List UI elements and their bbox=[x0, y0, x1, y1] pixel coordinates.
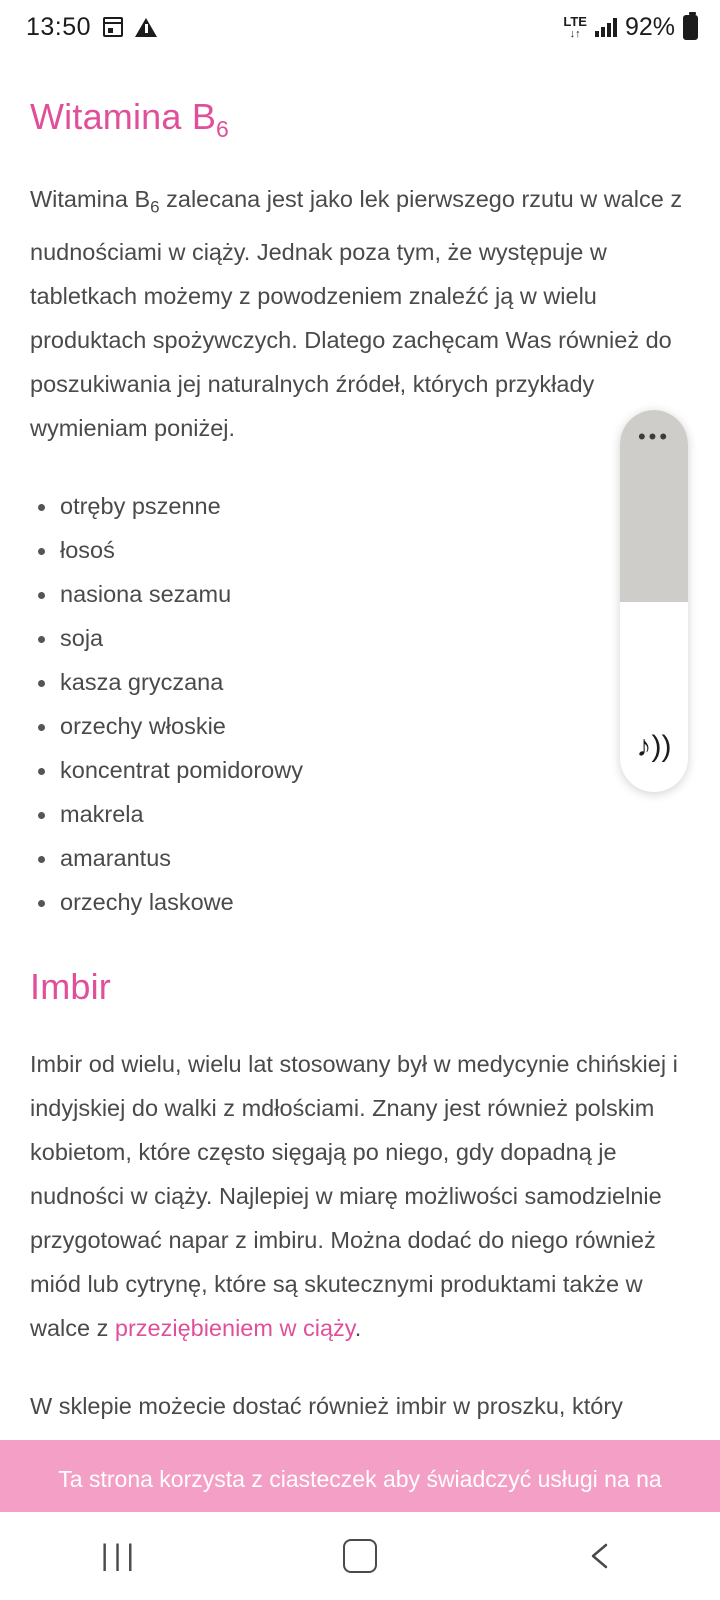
list-item: orzechy laskowe bbox=[30, 880, 690, 924]
section-title-text: Witamina B bbox=[30, 96, 217, 137]
status-bar-right bbox=[563, 13, 698, 42]
paragraph-lead-text: Witamina B bbox=[30, 186, 151, 213]
article-content bbox=[0, 96, 720, 1428]
back-button[interactable] bbox=[540, 1541, 660, 1571]
paragraph-imbir-text: Imbir od wielu, wielu lat stosowany był w medycynie chińskiej i indyjskiej do walki z mdłościami. Znany jest również polskim kobietom, które często sięgają po niego, gdy dopadną je nudności w ciąży. Najlepiej w miarę możliwości samodzielnie przygotować napar z imbiru. Można dodać do niego również miód lub cytrynę, które są skutecznymi produktami także w walce z bbox=[30, 1050, 678, 1341]
android-navigation-bar bbox=[0, 1512, 720, 1600]
link-przeziebienie-w-ciazy[interactable]: przeziębieniem w ciąży bbox=[114, 1314, 355, 1341]
data-arrows-icon: ↓↑ bbox=[569, 27, 581, 40]
list-item: kasza gryczana bbox=[30, 660, 690, 704]
lte-label: LTE bbox=[563, 13, 587, 29]
status-bar bbox=[0, 0, 720, 54]
status-clock: 13:50 bbox=[26, 12, 92, 41]
signal-strength-icon bbox=[595, 17, 617, 37]
home-button[interactable] bbox=[300, 1539, 420, 1573]
paragraph-imbir bbox=[30, 1042, 690, 1350]
paragraph-imbir-tail: . bbox=[354, 1314, 362, 1341]
section-title-subscript: 6 bbox=[216, 116, 230, 143]
network-type-indicator bbox=[563, 15, 587, 40]
back-chevron-icon bbox=[587, 1541, 613, 1571]
cookie-banner-text: Ta strona korzysta z ciasteczek aby świadczyć usługi na na bbox=[58, 1466, 662, 1492]
paragraph-subscript: 6 bbox=[150, 197, 160, 217]
status-bar-left bbox=[26, 13, 157, 42]
food-sources-list bbox=[30, 484, 690, 924]
paragraph-body-text: zalecana jest jako lek pierwszego rzutu w walce z nudnościami w ciąży. Jednak poza tym, że występuje w tabletkach możemy z powodzeniem znaleźć ją w wielu produktach spożywczych. Dlatego zachęcam Was również do poszukiwania jej naturalnych źródeł, których przykłady wymieniam poniżej. bbox=[30, 186, 683, 441]
list-item: makrela bbox=[30, 792, 690, 836]
more-options-icon[interactable]: ••• bbox=[637, 424, 671, 449]
page-title-witamina-b6 bbox=[30, 96, 690, 143]
list-item: soja bbox=[30, 616, 690, 660]
floating-audio-player[interactable] bbox=[620, 410, 688, 792]
list-item: koncentrat pomidorowy bbox=[30, 748, 690, 792]
warning-icon bbox=[135, 18, 157, 37]
cookie-consent-banner[interactable] bbox=[0, 1440, 720, 1512]
list-item: łosoś bbox=[30, 528, 690, 572]
speaker-icon[interactable]: ♪)) bbox=[636, 730, 672, 763]
list-item: otręby pszenne bbox=[30, 484, 690, 528]
paragraph-witamina-b6 bbox=[30, 177, 690, 450]
list-item: amarantus bbox=[30, 836, 690, 880]
home-icon bbox=[343, 1539, 377, 1573]
section-title-imbir: Imbir bbox=[30, 965, 111, 1007]
calendar-icon bbox=[103, 17, 123, 37]
battery-icon bbox=[683, 15, 698, 40]
paragraph-imbir-next: W sklepie możecie dostać również imbir w proszku, który bbox=[30, 1392, 623, 1419]
battery-percent-label: 92% bbox=[624, 12, 675, 41]
list-item: orzechy włoskie bbox=[30, 704, 690, 748]
list-item: nasiona sezamu bbox=[30, 572, 690, 616]
recents-button[interactable]: ||| bbox=[100, 1539, 140, 1572]
